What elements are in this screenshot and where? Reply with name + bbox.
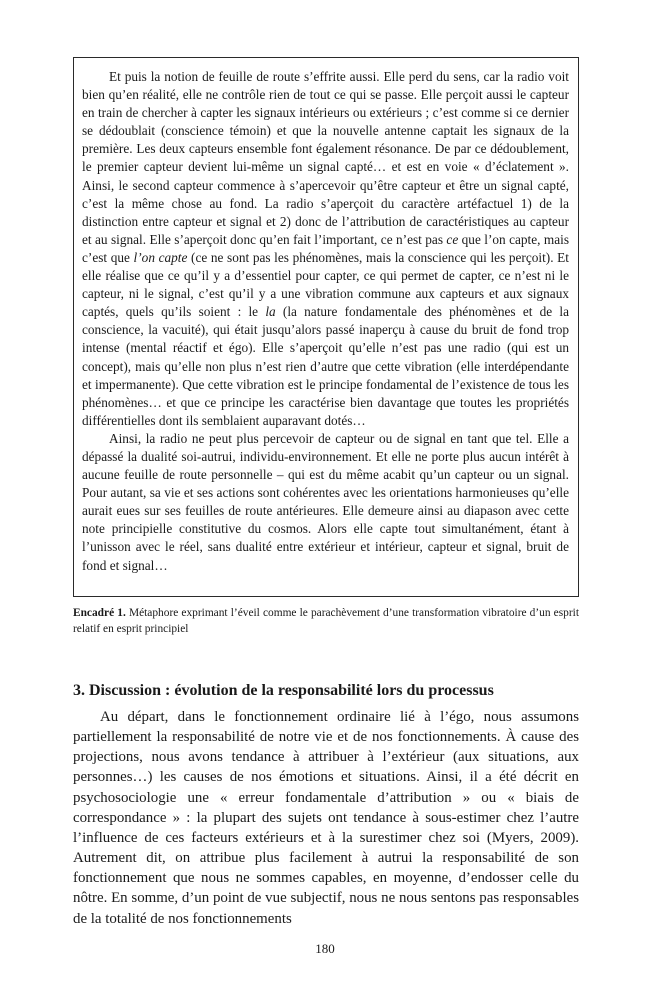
box-p1-italic-la: la bbox=[265, 304, 276, 320]
text-box-encadre bbox=[73, 57, 579, 597]
box-p1-text-b: que l’on capte, mais c’est que bbox=[82, 231, 570, 265]
box-p1-italic-on-capte: l’on capte bbox=[133, 249, 188, 265]
box-p1-text-d: (la nature fondamentale des phénomènes et de la conscience, la vacuité), qui était jusqu’alors passé inaperçu à cause du bruit de fond trop intense (mental réactif et égo). Elle s’aperçoit qu’elle n’est pas une radio (qui est un concept), mais qu’elle non plus n’est rien d’autre que cette vibration (elle interdépendante et impermanente). Que cette vibration est le principe fondamental de l’existence de tous les phénomènes… et que ce principe les caractérise bien davantage que toutes les propriétés différentielles dont ils semblaient auparavant dotés… bbox=[82, 304, 570, 428]
box-p1-text-a: Et puis la notion de feuille de route s’effrite aussi. Elle perd du sens, car la radio voit bien qu’en réalité, elle ne contrôle rien de tout ce qui se passe. Elle perçoit aussi le capteur en train de chercher à capter les signaux intérieurs ou extérieurs ; c’est comme si ce dernier se dédoublait (conscience témoin) et que la nouvelle antenne captait les signaux de la première. Les deux capteurs ensemble font également résonance. De par ce dédoublement, le premier capteur devient lui-même un signal capté… et est en voie « d’éclatement ». Ainsi, le second capteur commence à s’apercevoir qu’être capteur et être un signal capté, c’est la même chose au fond. La radio s’aperçoit du caractère artéfactuel 1) de la distinction entre capteur et signal et 2) donc de l’attribution de caractéristiques au capteur et au signal. Elle s’aperçoit donc qu’en fait l’important, ce n’est pas bbox=[82, 69, 569, 247]
caption-label: Encadré 1. bbox=[73, 607, 126, 619]
box-p1-italic-ce: ce bbox=[446, 231, 459, 247]
box-p1-text-c: (ce ne sont pas les phénomènes, mais la conscience qui les perçoit). Et elle réalise que ce qu’il y a d’essentiel pour capter, ce qui permet de capter, ce n’est ni le capteur, ni le signal, c’est qu’il y a une vibration commune aux capteurs et aux signaux captés, quels qu’ils soient : le bbox=[82, 249, 569, 320]
caption-text: Métaphore exprimant l’éveil comme le parachèvement d’une transformation vibratoire d’un esprit relatif en esprit principiel bbox=[73, 607, 579, 635]
section-body bbox=[73, 707, 579, 929]
box-paragraph-2: Ainsi, la radio ne peut plus percevoir de capteur ou de signal en tant que tel. Elle a dépassé la dualité soi-autrui, individu-environnement. Et elle ne porte plus aucun intérêt à aucune feuille de route personnelle – qui est du même acabit qu’un capteur ou un signal. Pour autant, sa vie et ses actions sont cohérentes avec les orientations harmonieuses qu’elle aurait eues sur ses feuilles de route antérieures. Elle demeure ainsi au diapason avec cette note principielle constitutive du cosmos. Alors elle capte tout simultanément, étant à l’unisson avec le réel, sans dualité entre extérieur et intérieur, capteur et signal, bruit de fond et signal… bbox=[82, 430, 569, 573]
box-paragraph-1 bbox=[82, 68, 569, 430]
box-caption bbox=[73, 606, 579, 637]
page-number: 180 bbox=[315, 941, 335, 956]
section-heading: 3. Discussion : évolution de la responsabilité lors du processus bbox=[73, 682, 494, 699]
body-paragraph: Au départ, dans le fonctionnement ordinaire lié à l’égo, nous assumons partiellement la responsabilité de notre vie et de nos fonctionnements. À cause des projections, nous avons tendance à attribuer à l’extérieur (aux situations, aux personnes…) les causes de nos émotions et situations. Ainsi, il a été décrit en psychosociologie une « erreur fondamentale d’attribution » ou « biais de correspondance » : la plupart des sujets ont tendance à sous-estimer chez l’autre l’influence de ces facteurs extérieurs et à la surestimer chez soi (Myers, 2009). Autrement dit, on attribue plus facilement à autrui la responsabilité de son fonctionnement que nous ne sommes capables, en moyenne, d’endosser celle du nôtre. En somme, d’un point de vue subjectif, nous ne nous sentons pas responsables de la totalité de nos fonctionnements bbox=[73, 709, 579, 927]
